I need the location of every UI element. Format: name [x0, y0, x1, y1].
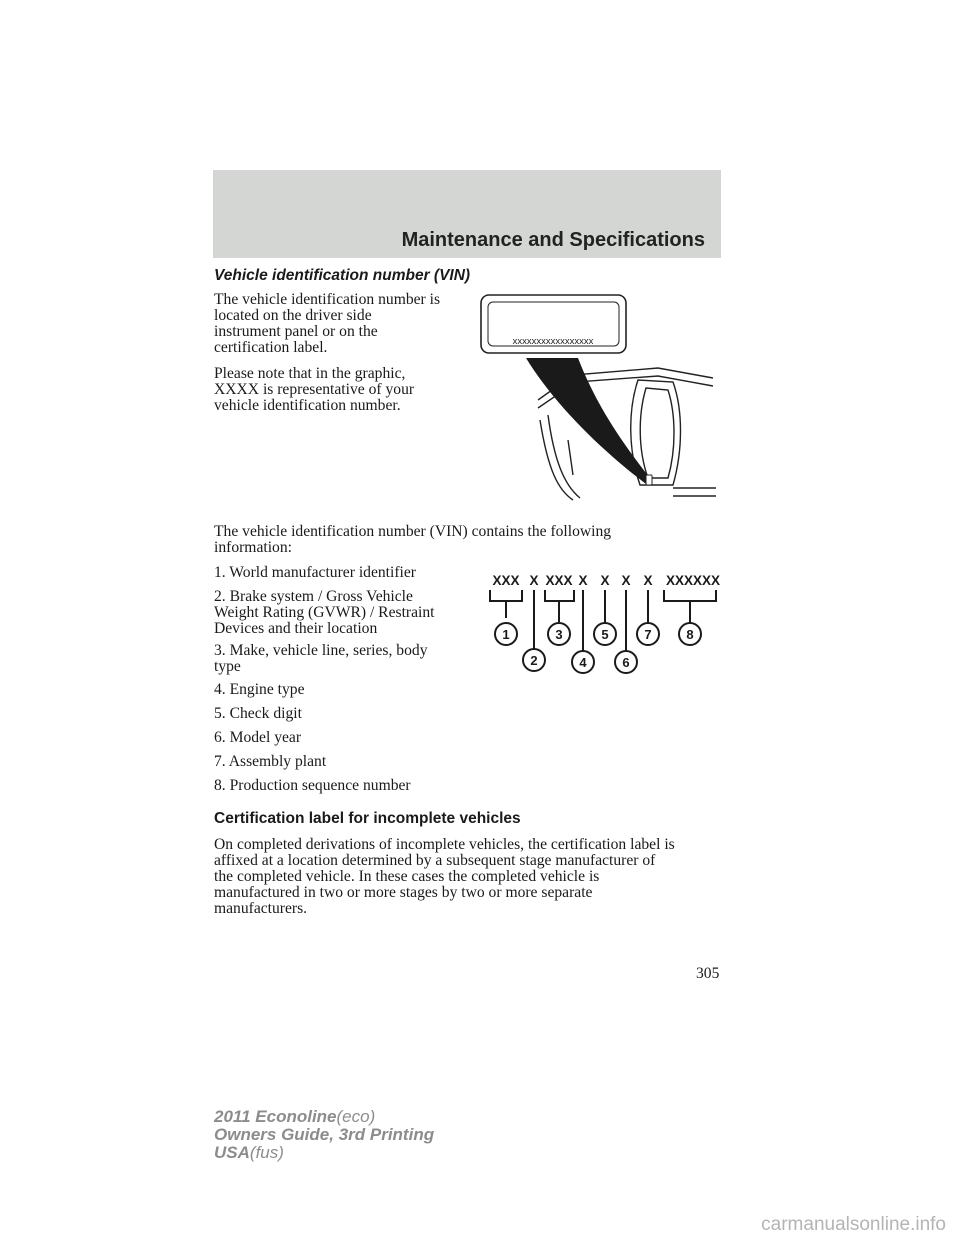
vin-heading: Vehicle identification number (VIN)	[214, 267, 471, 284]
callout-8: 8	[686, 627, 694, 642]
vin-group-3: XXX	[545, 573, 573, 588]
vin-breakdown-diagram	[478, 568, 728, 678]
callout-6: 6	[622, 655, 630, 670]
page-number: 305	[696, 965, 720, 982]
section-title: Maintenance and Specifications	[401, 229, 705, 251]
vin-group-1: XXX	[492, 573, 520, 588]
vin-group-8: XXXXXX	[665, 573, 721, 588]
footer-model: 2011 Econoline	[214, 1107, 337, 1126]
vin-location-illustration	[478, 290, 718, 505]
callout-1: 1	[502, 627, 510, 642]
callout-7: 7	[644, 627, 652, 642]
vin-plate-text: xxxxxxxxxxxxxxxxx	[512, 336, 594, 347]
vin-item-4: 4. Engine type	[214, 681, 305, 698]
vin-group-2: X	[529, 573, 539, 588]
vin-contents-paragraph: The vehicle identification number (VIN) contains the following information:	[214, 523, 612, 556]
vin-group-6: X	[621, 573, 631, 588]
vin-item-5: 5. Check digit	[214, 705, 302, 722]
certification-paragraph: On completed derivations of incomplete vehicles, the certification label is affixed at a location determined by a subsequent stage manufacturer of the completed vehicle. In these cases the completed vehicle is manufactured in two or more stages by two or more separate manufacturers.	[214, 836, 675, 917]
callout-3: 3	[555, 627, 563, 642]
footer-market-code: (fus)	[249, 1143, 284, 1162]
certification-heading: Certification label for incomplete vehicles	[214, 810, 521, 827]
vin-item-8: 8. Production sequence number	[214, 777, 411, 794]
vin-location-paragraph: The vehicle identification number is located on the driver side instrument panel or on the certification label.	[214, 291, 441, 356]
watermark: carmanualsonline.info	[761, 1214, 946, 1235]
vin-graphic-note-paragraph: Please note that in the graphic, XXXX is representative of your vehicle identification number.	[214, 365, 415, 414]
document-footer	[214, 1108, 434, 1162]
footer-market: USA	[214, 1143, 250, 1162]
vin-group-5: X	[600, 573, 610, 588]
vin-group-4: X	[578, 573, 588, 588]
vin-item-1: 1. World manufacturer identifier	[214, 564, 416, 581]
vin-item-7: 7. Assembly plant	[214, 753, 327, 770]
vin-tab	[646, 475, 652, 485]
vin-item-3: 3. Make, vehicle line, series, body type	[214, 642, 428, 675]
vin-group-7: X	[643, 573, 653, 588]
callout-circles	[495, 623, 701, 673]
vin-item-6: 6. Model year	[214, 729, 302, 746]
section-header-band	[213, 170, 721, 258]
callout-4: 4	[579, 655, 587, 670]
callout-5: 5	[601, 627, 609, 642]
footer-guide-edition: Owners Guide, 3rd Printing	[214, 1125, 435, 1144]
callout-2: 2	[530, 653, 538, 668]
vin-item-2: 2. Brake system / Gross Vehicle Weight Rating (GVWR) / Restraint Devices and their location	[214, 588, 435, 637]
footer-model-code: (eco)	[336, 1107, 376, 1126]
